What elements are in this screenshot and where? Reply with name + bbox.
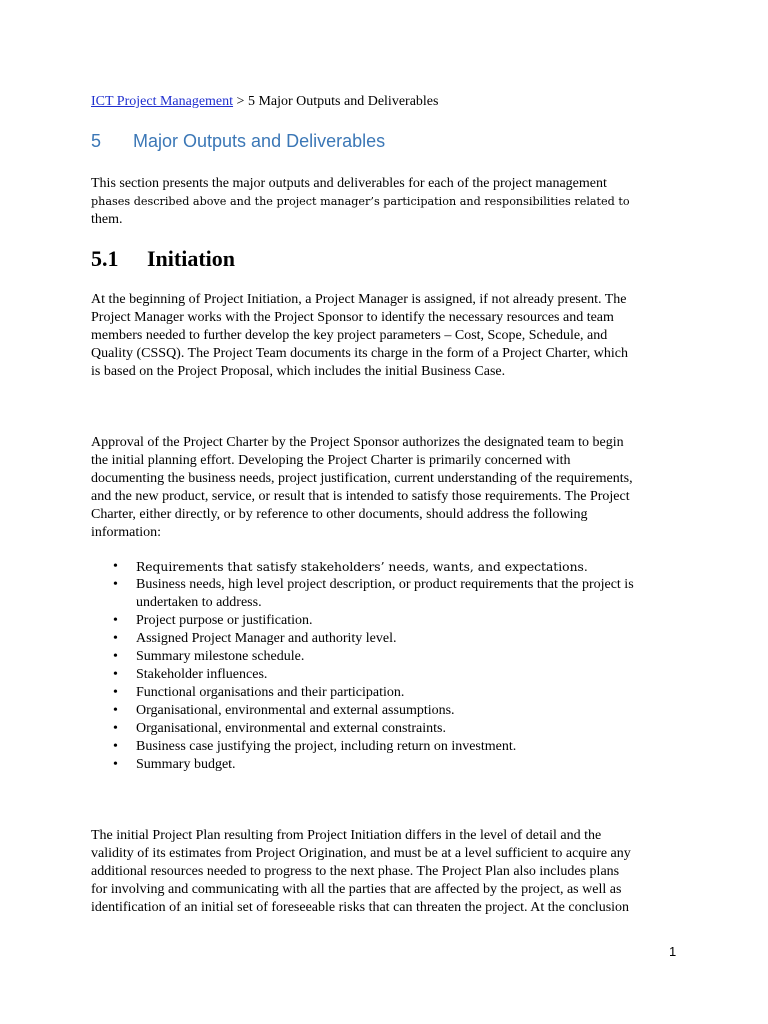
section-title: Major Outputs and Deliverables bbox=[133, 131, 386, 151]
paragraph-line: Project Manager works with the Project Sponsor to identify the necessary resources and team bbox=[91, 310, 614, 325]
bullet-icon: • bbox=[113, 577, 118, 592]
bullet-icon: • bbox=[113, 757, 118, 772]
bullet-icon: • bbox=[113, 703, 118, 718]
list-item-text: Organisational, environmental and external assumptions. bbox=[136, 703, 455, 718]
section-heading bbox=[91, 130, 385, 152]
list-item bbox=[91, 666, 691, 684]
list-item bbox=[91, 576, 691, 612]
list-item-text: Project purpose or justification. bbox=[136, 613, 313, 628]
list-item bbox=[91, 720, 691, 738]
paragraph-initial-project-plan bbox=[91, 827, 691, 917]
subsection-number: 5.1 bbox=[91, 246, 119, 271]
list-item-text: Organisational, environmental and external constraints. bbox=[136, 721, 446, 736]
list-item bbox=[91, 738, 691, 756]
bullet-icon: • bbox=[113, 739, 118, 754]
paragraph-line: At the beginning of Project Initiation, a Project Manager is assigned, if not already present. The bbox=[91, 292, 627, 307]
charter-information-list bbox=[91, 558, 691, 774]
intro-line: This section presents the major outputs and deliverables for each of the project management bbox=[91, 176, 607, 191]
paragraph-line: validity of its estimates from Project Origination, and must be at a level sufficient to acquire any bbox=[91, 846, 631, 861]
page-number: 1 bbox=[669, 944, 677, 959]
list-item-text: Functional organisations and their participation. bbox=[136, 685, 405, 700]
list-item bbox=[91, 558, 691, 576]
list-item bbox=[91, 630, 691, 648]
paragraph-line: identification of an initial set of foreseeable risks that can threaten the project. At the conclusion bbox=[91, 900, 630, 915]
bullet-icon: • bbox=[113, 721, 118, 736]
paragraph-line: for involving and communicating with all the parties that are affected by the project, as well as bbox=[91, 882, 622, 897]
section-intro bbox=[91, 175, 691, 229]
paragraph-line: Charter, either directly, or by reference to other documents, should address the following bbox=[91, 507, 588, 522]
bullet-icon: • bbox=[113, 631, 118, 646]
intro-line: phases described above and the project manager’s participation and responsibilities related to bbox=[91, 195, 630, 208]
paragraph-line: Quality (CSSQ). The Project Team documents its charge in the form of a Project Charter, which bbox=[91, 346, 628, 361]
list-item bbox=[91, 648, 691, 666]
list-item-text: undertaken to address. bbox=[136, 595, 262, 610]
list-item-text: Business case justifying the project, including return on investment. bbox=[136, 739, 517, 754]
paragraph-line: additional resources needed to progress to the next phase. The Project Plan also includes plans bbox=[91, 864, 620, 879]
bullet-icon: • bbox=[113, 613, 118, 628]
list-item bbox=[91, 684, 691, 702]
list-item-text: Stakeholder influences. bbox=[136, 667, 268, 682]
paragraph-line: information: bbox=[91, 525, 161, 540]
paragraph-line: the initial planning effort. Developing the Project Charter is primarily concerned with bbox=[91, 453, 571, 468]
breadcrumb-link-ict-project-management[interactable]: ICT Project Management bbox=[91, 94, 234, 109]
section-number: 5 bbox=[91, 131, 102, 151]
list-item bbox=[91, 612, 691, 630]
paragraph-line: The initial Project Plan resulting from Project Initiation differs in the level of detail and the bbox=[91, 828, 602, 843]
list-item-text: Summary milestone schedule. bbox=[136, 649, 305, 664]
intro-line: them. bbox=[91, 212, 123, 227]
paragraph-line: and the new product, service, or result that is intended to satisfy those requirements. The Project bbox=[91, 489, 630, 504]
bullet-icon: • bbox=[113, 667, 118, 682]
list-item-text: Assigned Project Manager and authority level. bbox=[136, 631, 397, 646]
bullet-icon: • bbox=[113, 685, 118, 700]
bullet-icon: • bbox=[113, 559, 118, 574]
paragraph-initiation-intro bbox=[91, 291, 691, 381]
bullet-icon: • bbox=[113, 649, 118, 664]
list-item-text: Business needs, high level project description, or product requirements that the project is bbox=[136, 577, 634, 592]
paragraph-line: members needed to further develop the key project parameters – Cost, Scope, Schedule, and bbox=[91, 328, 608, 343]
list-item bbox=[91, 702, 691, 720]
list-item-text: Requirements that satisfy stakeholders’ needs, wants, and expectations. bbox=[136, 560, 588, 574]
paragraph-line: documenting the business needs, project justification, current understanding of the requirements, bbox=[91, 471, 633, 486]
list-item bbox=[91, 756, 691, 774]
subsection-heading bbox=[91, 245, 235, 273]
paragraph-line: Approval of the Project Charter by the Project Sponsor authorizes the designated team to begin bbox=[91, 435, 624, 450]
paragraph-project-charter bbox=[91, 434, 691, 542]
breadcrumb-separator: > bbox=[233, 94, 248, 109]
breadcrumb bbox=[91, 93, 438, 110]
list-item-text: Summary budget. bbox=[136, 757, 236, 772]
paragraph-line: is based on the Project Proposal, which includes the initial Business Case. bbox=[91, 364, 506, 379]
subsection-title: Initiation bbox=[147, 246, 236, 271]
breadcrumb-current: 5 Major Outputs and Deliverables bbox=[247, 94, 439, 109]
